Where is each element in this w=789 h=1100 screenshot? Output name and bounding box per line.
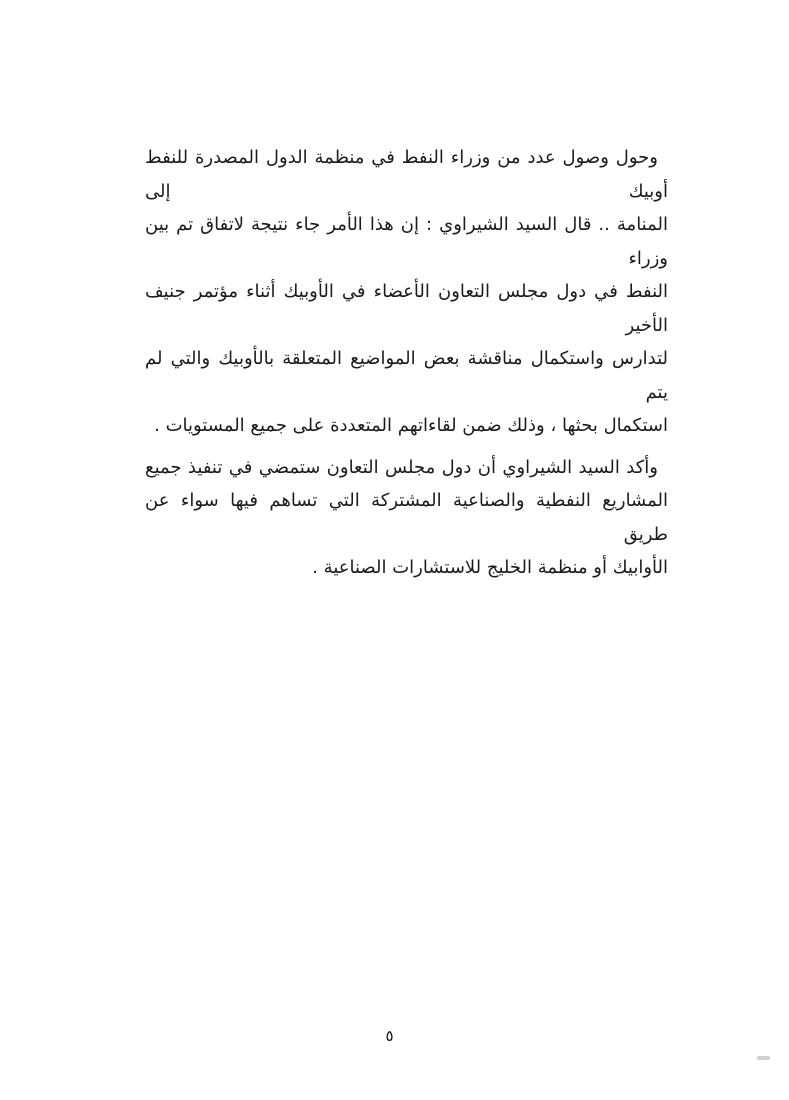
paragraph-2	[145, 451, 668, 585]
text-line: وأكد السيد الشيراوي أن دول مجلس التعاون ستمضي في تنفيذ جميع	[145, 456, 658, 478]
paragraph-1	[145, 141, 668, 443]
text-line: النفط في دول مجلس التعاون الأعضاء في الأوبيك أثناء مؤتمر جنيف الأخير	[145, 281, 668, 336]
text-line: لتدارس واستكمال مناقشة بعض المواضيع المتعلقة بالأوبيك والتي لم يتم	[145, 348, 668, 403]
article-body	[145, 141, 668, 585]
text-line: وحول وصول عدد من وزراء النفط في منظمة الدول المصدرة للنفط أوبيك إلى	[145, 147, 668, 202]
text-line: المنامة .. قال السيد الشيراوي : إن هذا الأمر جاء نتيجة لاتفاق تم بين وزراء	[145, 214, 668, 269]
text-line: الأوابيك أو منظمة الخليج للاستشارات الصناعية .	[312, 557, 668, 578]
scan-artifact-speck	[757, 1056, 770, 1060]
page-number: ٥	[385, 1027, 394, 1045]
text-line: المشاريع النفطية والصناعية المشتركة التي تساهم فيها سواء عن طريق	[145, 490, 668, 545]
text-line: استكمال بحثها ، وذلك ضمن لقاءاتهم المتعددة على جميع المستويات .	[154, 415, 668, 436]
